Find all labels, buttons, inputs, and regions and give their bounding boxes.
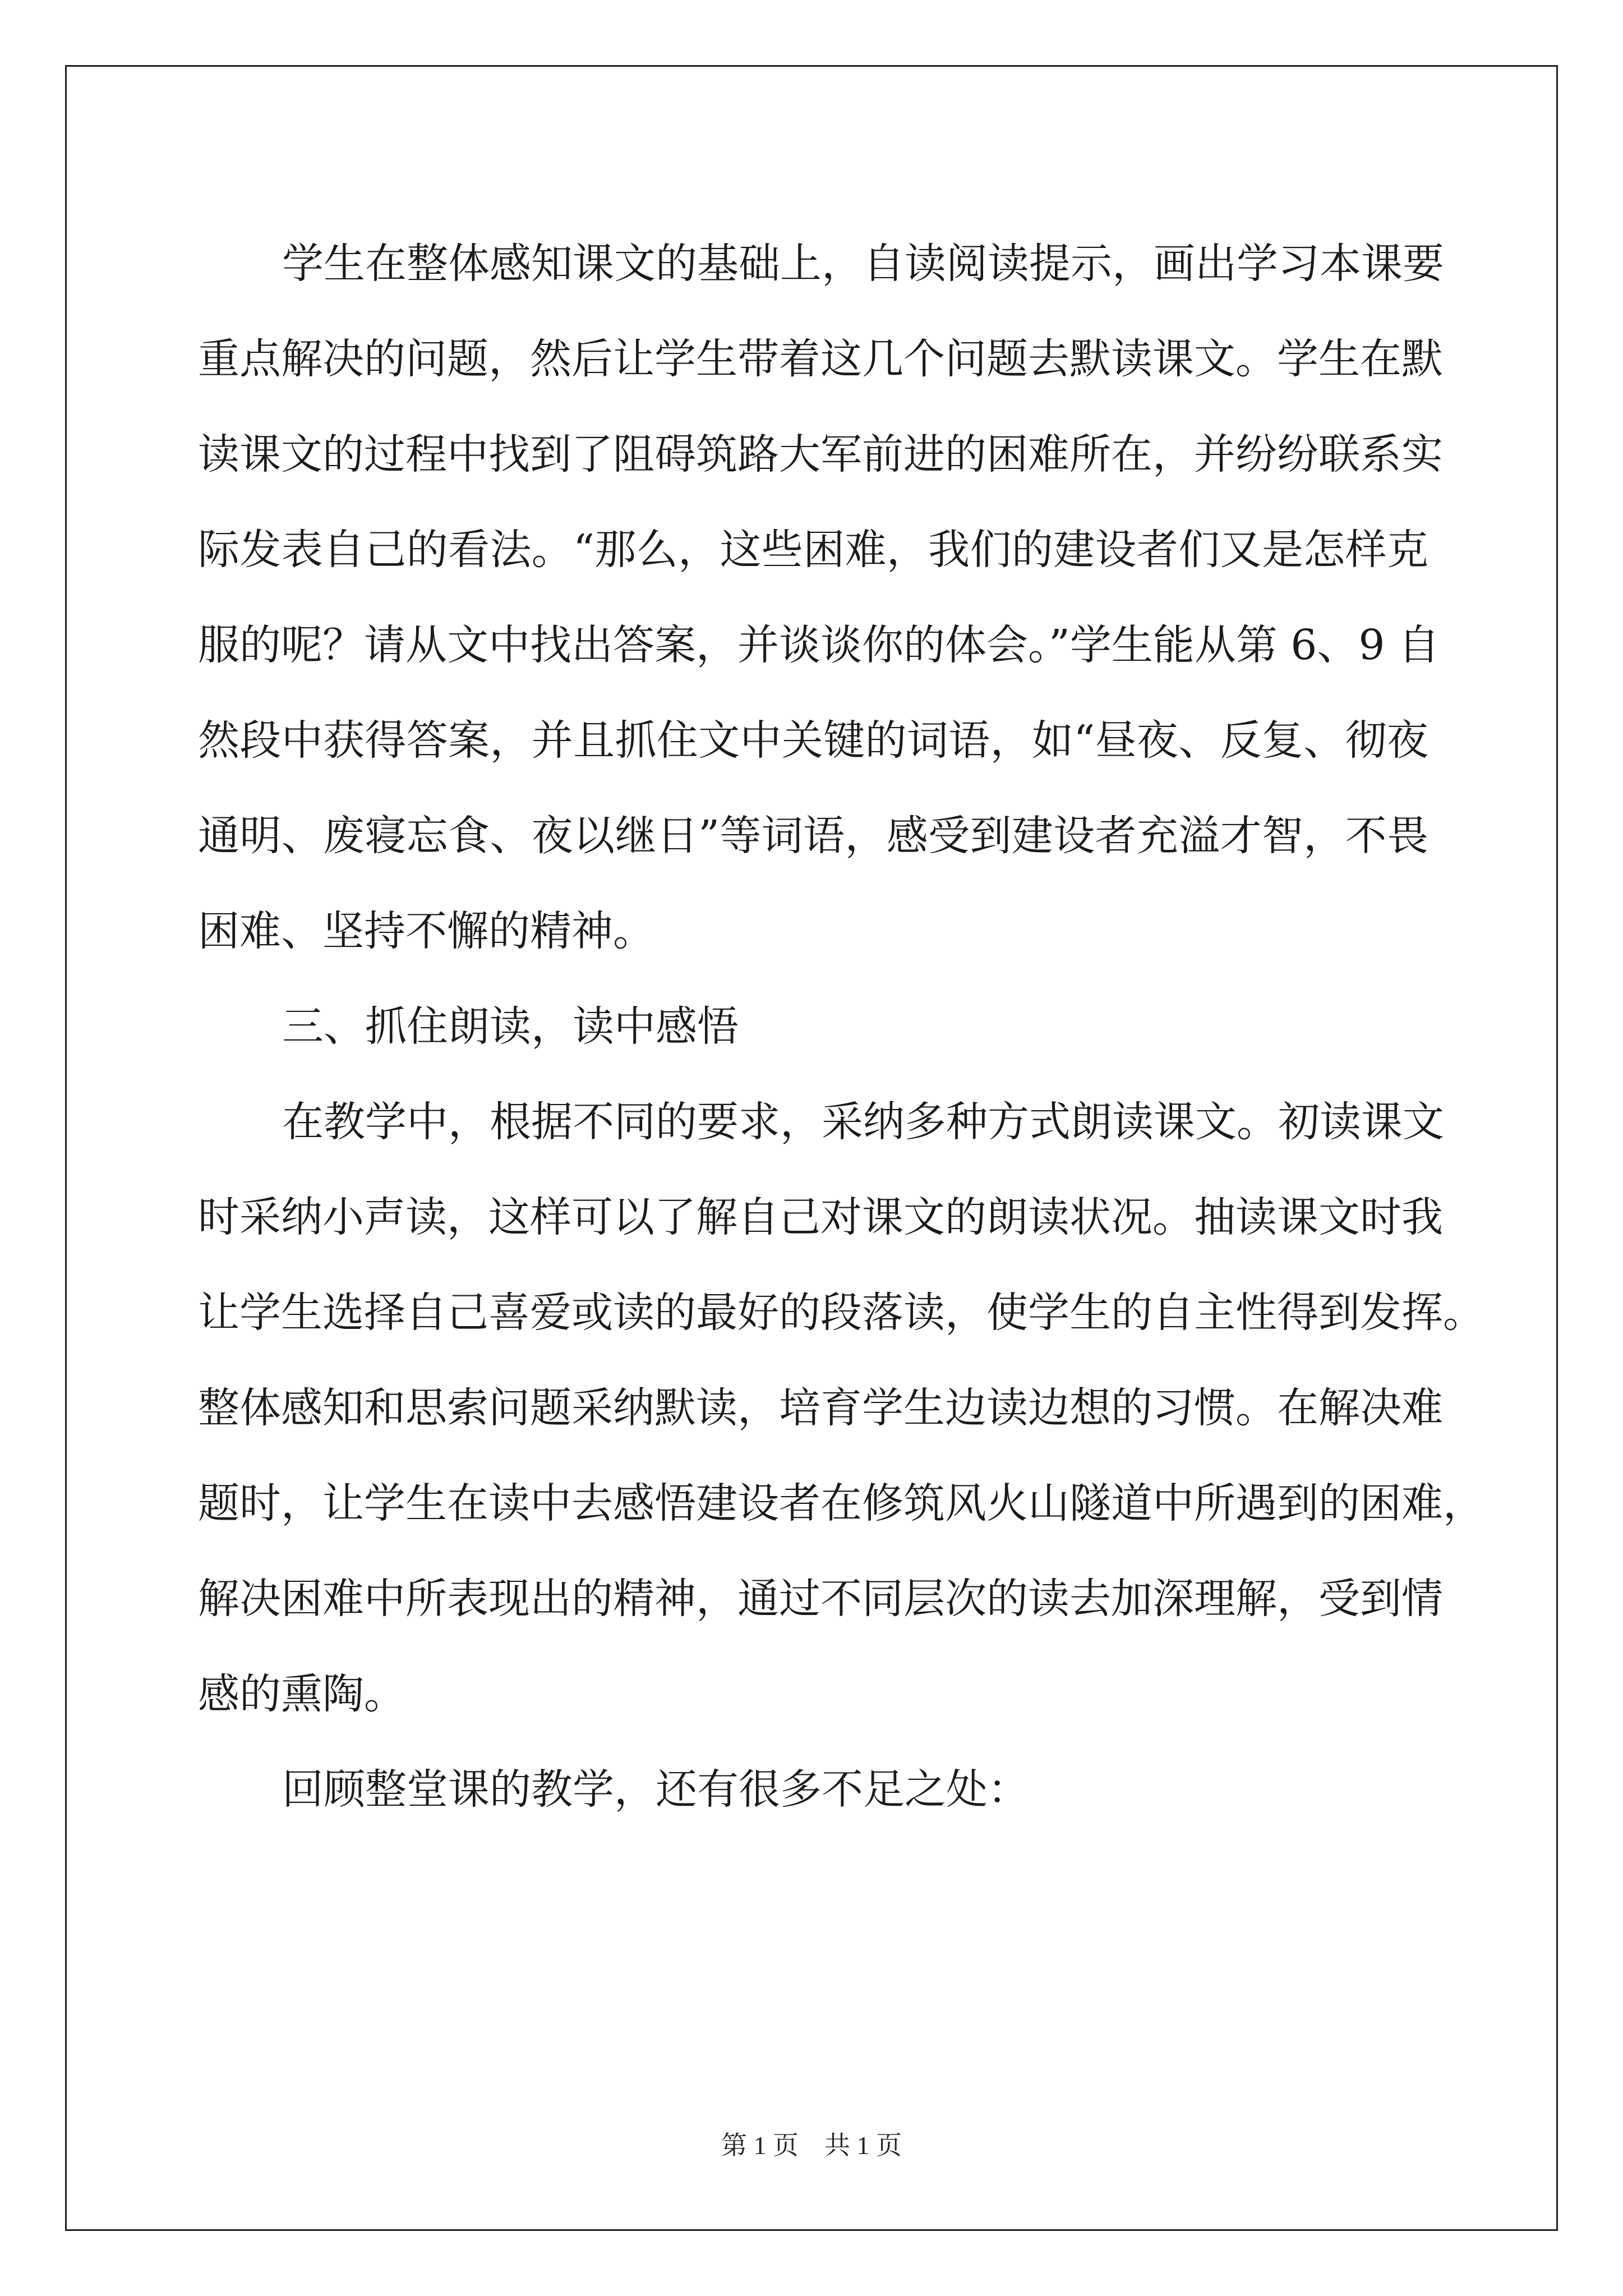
paragraph-line: 学生在整体感知课文的基础上，自读阅读提示，画出学习本课要 xyxy=(282,240,1444,288)
paragraph-line: 让学生选择自己喜爱或读的最好的段落读，使学生的自主性得到发挥。 xyxy=(198,1289,1484,1337)
paragraph-line: 时采纳小声读，这样可以了解自己对课文的朗读状况。抽读课文时我 xyxy=(198,1193,1443,1241)
page-total: 共 1 页 xyxy=(824,2131,902,2160)
page-footer xyxy=(0,2129,1623,2162)
paragraph-line: 题时，让学生在读中去感悟建设者在修筑风火山隧道中所遇到的困难， xyxy=(198,1479,1484,1527)
paragraph-line: 整体感知和思索问题采纳默读，培育学生边读边想的习惯。在解决难 xyxy=(198,1384,1443,1432)
paragraph-line: 通明、废寝忘食、夜以继日”等词语，感受到建设者充溢才智，不畏 xyxy=(198,812,1428,860)
document-body xyxy=(198,216,1484,1837)
paragraph-line: 重点解决的问题，然后让学生带着这几个问题去默读课文。学生在默 xyxy=(198,335,1443,383)
paragraph-line: 际发表自己的看法。“那么，这些困难，我们的建设者们又是怎样克 xyxy=(198,526,1428,574)
paragraph-line: 解决困难中所表现出的精神，通过不同层次的读去加深理解，受到情 xyxy=(198,1575,1443,1623)
paragraph-line: 服的呢？请从文中找出答案，并谈谈你的体会。”学生能从第 6、9 自 xyxy=(198,621,1440,669)
page-number: 第 1 页 xyxy=(721,2131,799,2160)
paragraph-line: 在教学中，根据不同的要求，采纳多种方式朗读课文。初读课文 xyxy=(282,1098,1444,1146)
paragraph-line: 回顾整堂课的教学，还有很多不足之处： xyxy=(282,1765,1029,1814)
paragraph-line: 然段中获得答案，并且抓住文中关键的词语，如“昼夜、反复、彻夜 xyxy=(198,716,1428,765)
paragraph-line: 感的熏陶。 xyxy=(198,1670,405,1718)
paragraph-line: 困难、坚持不懈的精神。 xyxy=(198,907,654,955)
section-heading: 三、抓住朗读，读中感悟 xyxy=(282,1002,739,1051)
paragraph-line: 读课文的过程中找到了阻碍筑路大军前进的困难所在，并纷纷联系实 xyxy=(198,430,1443,478)
